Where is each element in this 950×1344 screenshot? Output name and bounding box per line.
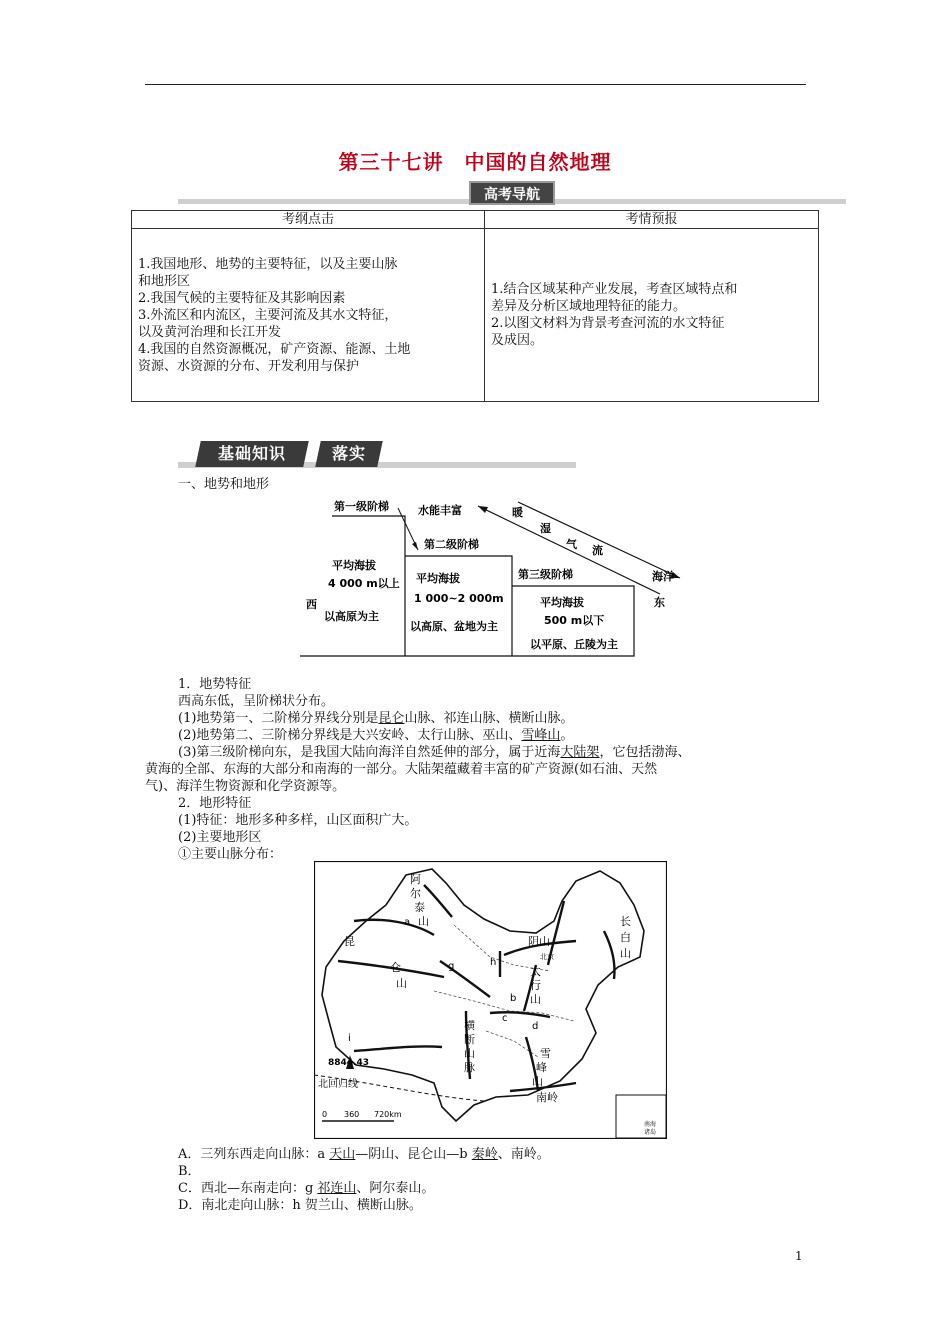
forecast-line: 及成因。 xyxy=(491,333,544,348)
para-terrain-feature-title: 1．地势特征 xyxy=(178,677,252,692)
map-label: 山 xyxy=(396,977,407,990)
answer-kunlun: 昆仑 xyxy=(378,711,405,726)
answer-shelf: 大陆架 xyxy=(560,745,600,760)
syllabus-line: 以及黄河治理和长江开发 xyxy=(138,324,282,340)
map-label: 北京 xyxy=(540,953,554,961)
para-landform-title: 2．地形特征 xyxy=(178,796,252,811)
text-span: 。 xyxy=(560,728,574,743)
east-label: 东 xyxy=(654,596,665,609)
map-label: 山 xyxy=(532,1075,543,1088)
map-label: 峰 xyxy=(536,1061,547,1074)
para-shelf-2: 黄海的全部、东海的大部分和南海的一部分。大陆架蕴藏着丰富的矿产资源(如石油、天然 xyxy=(145,762,658,777)
text-span: 、阿尔泰山。 xyxy=(356,1181,435,1196)
map-label: h xyxy=(490,957,497,968)
para-shelf-1 xyxy=(178,744,690,761)
map-label: g xyxy=(448,961,455,972)
exam-guide-table xyxy=(131,210,819,402)
forecast-line: 2.以图文材料为背景考查河流的水文特征 xyxy=(491,316,725,331)
section-badge-basics xyxy=(195,441,309,467)
map-label: 横 xyxy=(464,1019,475,1032)
para-boundary-2 xyxy=(178,727,573,744)
syllabus-line: 2.我国气候的主要特征及其影响因素 xyxy=(138,290,346,306)
table-header-syllabus: 考纲点击 xyxy=(132,211,485,229)
map-label: c xyxy=(502,1013,508,1024)
china-mountains-map xyxy=(314,861,667,1139)
map-label: 尔 xyxy=(410,887,421,900)
forecast-line: 1.结合区域某种产业发展，考查区域特点和 xyxy=(491,282,738,297)
hydro-label: 水能丰富 xyxy=(418,504,462,517)
syllabus-cell xyxy=(132,229,485,402)
map-label: 8844.43 xyxy=(328,1058,369,1068)
answer-xuefeng: 雪峰山 xyxy=(521,728,561,743)
text-span: (2)地势第二、三阶梯分界线是大兴安岭、太行山脉、巫山、 xyxy=(178,728,522,743)
map-label: 360 xyxy=(344,1110,360,1119)
list-item-c xyxy=(178,1180,434,1197)
exam-nav-badge: 高考导航 xyxy=(469,181,555,205)
map-label: 行 xyxy=(530,979,541,992)
arrowhead xyxy=(412,542,418,550)
para-shelf-3: 气)、海洋生物资源和化学资源等。 xyxy=(145,779,346,794)
para-boundary-1 xyxy=(178,710,573,727)
map-label: a xyxy=(404,917,411,928)
answer-qinling: 秦岭 xyxy=(471,1147,498,1162)
step3-label: 第三级阶梯 xyxy=(518,568,573,581)
step1-altitude: 4 000 m以上 xyxy=(328,577,400,590)
map-label: 脉 xyxy=(464,1061,475,1074)
map-label: d xyxy=(532,1021,539,1032)
map-label: 仑 xyxy=(390,961,401,974)
map-label: 长 xyxy=(620,915,631,928)
map-label: 阿 xyxy=(410,873,421,886)
page-title: 第三十七讲 中国的自然地理 xyxy=(338,150,612,174)
step2-landform: 以高原、盆地为主 xyxy=(410,620,498,633)
syllabus-line: 4.我国的自然资源概况，矿产资源、能源、土地 xyxy=(138,341,411,357)
para-main-regions: (2)主要地形区 xyxy=(178,830,262,845)
text-span: C．西北—东南走向：g xyxy=(178,1181,318,1196)
hydro-arrowhead xyxy=(478,506,488,513)
map-label: 白 xyxy=(620,931,631,944)
step3-altitude: 500 m以下 xyxy=(544,614,605,627)
step3-avg: 平均海拔 xyxy=(540,596,584,609)
step2-altitude: 1 000~2 000m xyxy=(414,592,504,605)
para-west-high: 西高东低，呈阶梯状分布。 xyxy=(178,694,335,709)
west-label: 西 xyxy=(306,598,317,611)
map-label: 北回归线 xyxy=(318,1079,358,1090)
map-label: b xyxy=(510,993,517,1004)
map-label: 山 xyxy=(464,1047,475,1060)
map-label: 太 xyxy=(530,965,541,978)
step2-label: 第二级阶梯 xyxy=(424,538,479,551)
airflow-char-1: 暖 xyxy=(512,506,523,519)
syllabus-line: 资源、水资源的分布、开发利用与保护 xyxy=(138,358,360,374)
text-span: (3)第三级阶梯向东，是我国大陆向海洋自然延伸的部分，属于近海 xyxy=(178,745,561,760)
airflow-char-2: 湿 xyxy=(540,522,551,535)
map-label: 雪 xyxy=(540,1047,551,1060)
list-item-b: B． xyxy=(178,1164,201,1179)
airflow-char-4: 流 xyxy=(592,544,603,557)
terrain-steps-diagram xyxy=(300,494,700,664)
map-label: 720km xyxy=(374,1110,402,1119)
list-item-a xyxy=(178,1146,550,1163)
map-frame xyxy=(315,862,667,1139)
map-label: 南海 xyxy=(644,1121,657,1128)
step1-avg: 平均海拔 xyxy=(332,559,376,572)
text-span: A．三列东西走向山脉：a xyxy=(178,1147,330,1162)
text-span: 、南岭。 xyxy=(497,1147,550,1162)
airflow-char-3: 气 xyxy=(566,538,577,551)
syllabus-line: 3.外流区和内流区，主要河流及其水文特征， xyxy=(138,307,398,323)
ocean-label: 海洋 xyxy=(652,570,674,583)
page-number: 1 xyxy=(795,1249,803,1263)
map-label: 诸岛 xyxy=(644,1129,657,1136)
step2-avg: 平均海拔 xyxy=(416,572,460,585)
south-sea-inset xyxy=(616,1095,666,1138)
map-label: 阴山 xyxy=(528,935,550,948)
heading-terrain: 一、地势和地形 xyxy=(178,477,270,492)
map-label: 断 xyxy=(464,1033,475,1046)
forecast-cell xyxy=(485,229,819,402)
map-label: 0 xyxy=(322,1110,328,1119)
table-header-forecast: 考情预报 xyxy=(485,211,819,229)
header-rule xyxy=(145,84,806,85)
text-span: —阴山、昆仑山—b xyxy=(355,1147,472,1162)
para-landform-feature: (1)特征：地形多种多样，山区面积广大。 xyxy=(178,813,418,828)
airflow-arrow-line xyxy=(518,502,680,578)
map-label: 南岭 xyxy=(536,1091,558,1104)
map-label: 山 xyxy=(620,947,631,960)
forecast-line: 差异及分析区域地理特征的能力。 xyxy=(491,299,687,314)
answer-qilian: 祁连山 xyxy=(317,1181,357,1196)
step2-outline xyxy=(405,556,512,656)
syllabus-line: 1.我国地形、地势的主要特征，以及主要山脉 xyxy=(138,256,398,272)
map-label: 山 xyxy=(530,993,541,1006)
para-mountains: ①主要山脉分布： xyxy=(178,847,283,862)
answer-tianshan: 天山 xyxy=(329,1147,356,1162)
step1-landform: 以高原为主 xyxy=(324,610,379,623)
map-label: i xyxy=(348,1033,351,1044)
list-item-d: D．南北走向山脉：h 贺兰山、横断山脉。 xyxy=(178,1198,422,1213)
map-label: 泰 xyxy=(414,901,425,914)
syllabus-line: 和地形区 xyxy=(138,273,191,289)
step1-label: 第一级阶梯 xyxy=(334,500,389,513)
section-badge-basics-text: 基础知识 xyxy=(217,444,286,463)
text-span: 山脉、祁连山脉、横断山脉。 xyxy=(404,711,574,726)
step3-landform: 以平原、丘陵为主 xyxy=(530,638,618,651)
text-span: ，它包括渤海、 xyxy=(599,745,691,760)
section-badge-practice-text: 落实 xyxy=(331,444,366,463)
map-label: 山 xyxy=(418,915,429,928)
map-label: 昆 xyxy=(344,935,355,948)
section-badge-practice xyxy=(315,441,383,467)
text-span: (1)地势第一、二阶梯分界线分别是 xyxy=(178,711,379,726)
